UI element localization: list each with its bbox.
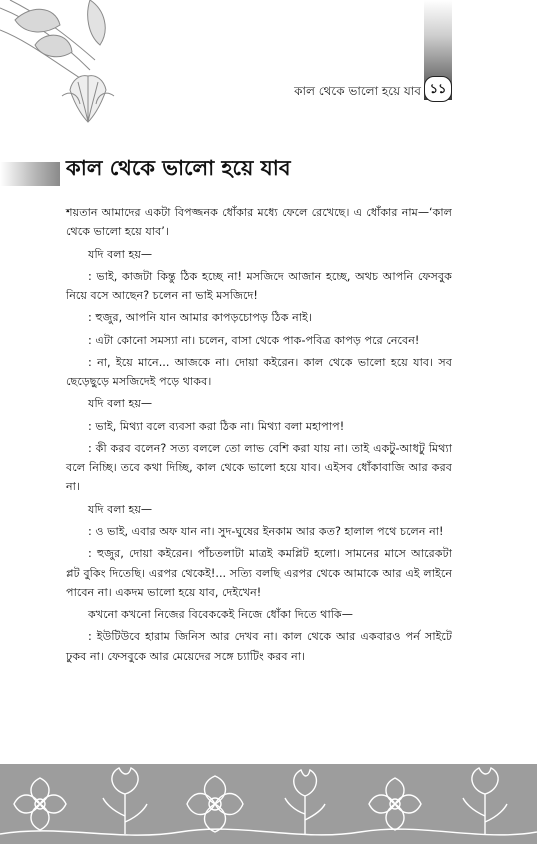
paragraph: : হুজুর, আপনি যান আমার কাপড়চোপড় ঠিক নাই। [88, 311, 312, 325]
paragraph: : ভাই, মিথ্যা বলে ব্যবসা করা ঠিক না। মিথ্যা বলা মহাপাপ! [88, 419, 345, 433]
paragraph: : এটা কোনো সমস্যা না। চলেন, বাসা থেকে পাক-পবিত্র কাপড় পরে নেবেন! [88, 333, 420, 347]
paragraph: : কী করব বলেন? সত্য বললে তো লাভ বেশি করা যায় না। তাই একটু-আধটু মিথ্যা বলে নিচ্ছি। তবে কথা দিচ্ছি, কাল থেকে ভালো হয়ে যাব। এইসব ধোঁকাবাজি আর করব না। [66, 441, 452, 494]
paragraph: : ভাই, কাজটা কিন্তু ঠিক হচ্ছে না! মসজিদে আজান হচ্ছে, অথচ আপনি ফেসবুক নিয়ে বসে আছেন? চলেন না ভাই মসজিদে! [66, 269, 452, 303]
paragraph: কখনো কখনো নিজের বিবেককেই নিজে ধোঁকা দিতে থাকি— [88, 608, 353, 622]
page-number: ১১ [424, 76, 452, 102]
body-text [66, 203, 452, 669]
paragraph: : ইউটিউবে হারাম জিনিস আর দেখব না। কাল থেকে আর একবারও পর্ন সাইটে ঢুকব না। ফেসবুকে আর মেয়েদের সঙ্গে চ্যাটিং করব না। [66, 630, 452, 663]
flower-illustration [0, 0, 150, 140]
title-accent-bar [0, 162, 60, 186]
paragraph: যদি বলা হয়— [88, 247, 153, 261]
running-head: কাল থেকে ভালো হয়ে যাব [294, 84, 421, 98]
chapter-title: কাল থেকে ভালো হয়ে যাব [66, 155, 291, 180]
paragraph: : না, ইয়ে মানে... আজকে না। দোয়া কইরেন। কাল থেকে ভালো হয়ে যাব। সব ছেড়েছুড়ে মসজিদেই পড়ে থাকব। [66, 355, 452, 389]
paragraph: : ও ভাই, এবার অফ যান না। সুদ-ঘুষের ইনকাম আর কত? হালাল পথে চলেন না! [88, 524, 444, 538]
paragraph: যদি বলা হয়— [88, 502, 153, 516]
floral-pattern [0, 764, 537, 844]
paragraph: : হুজুর, দোয়া কইরেন। পাঁচতলাটা মাত্রই কমপ্লিট হলো। সামনের মাসে আরেকটা প্লট বুকিং দিতেছি। এরপর থেকেই!... সত্যি বলছি এরপর থেকে আমাকে আর এই লাইনে পাবেন না। একদম ভালো হয়ে যাব, দেইখেন! [66, 547, 452, 599]
paragraph: যদি বলা হয়— [88, 397, 153, 411]
floral-footer-band [0, 764, 537, 844]
paragraph: শয়তান আমাদের একটা বিপজ্জনক ধোঁকার মধ্যে ফেলে রেখেছে। এ ধোঁকার নাম—‘কাল থেকে ভালো হয়ে যাব’। [66, 206, 452, 239]
